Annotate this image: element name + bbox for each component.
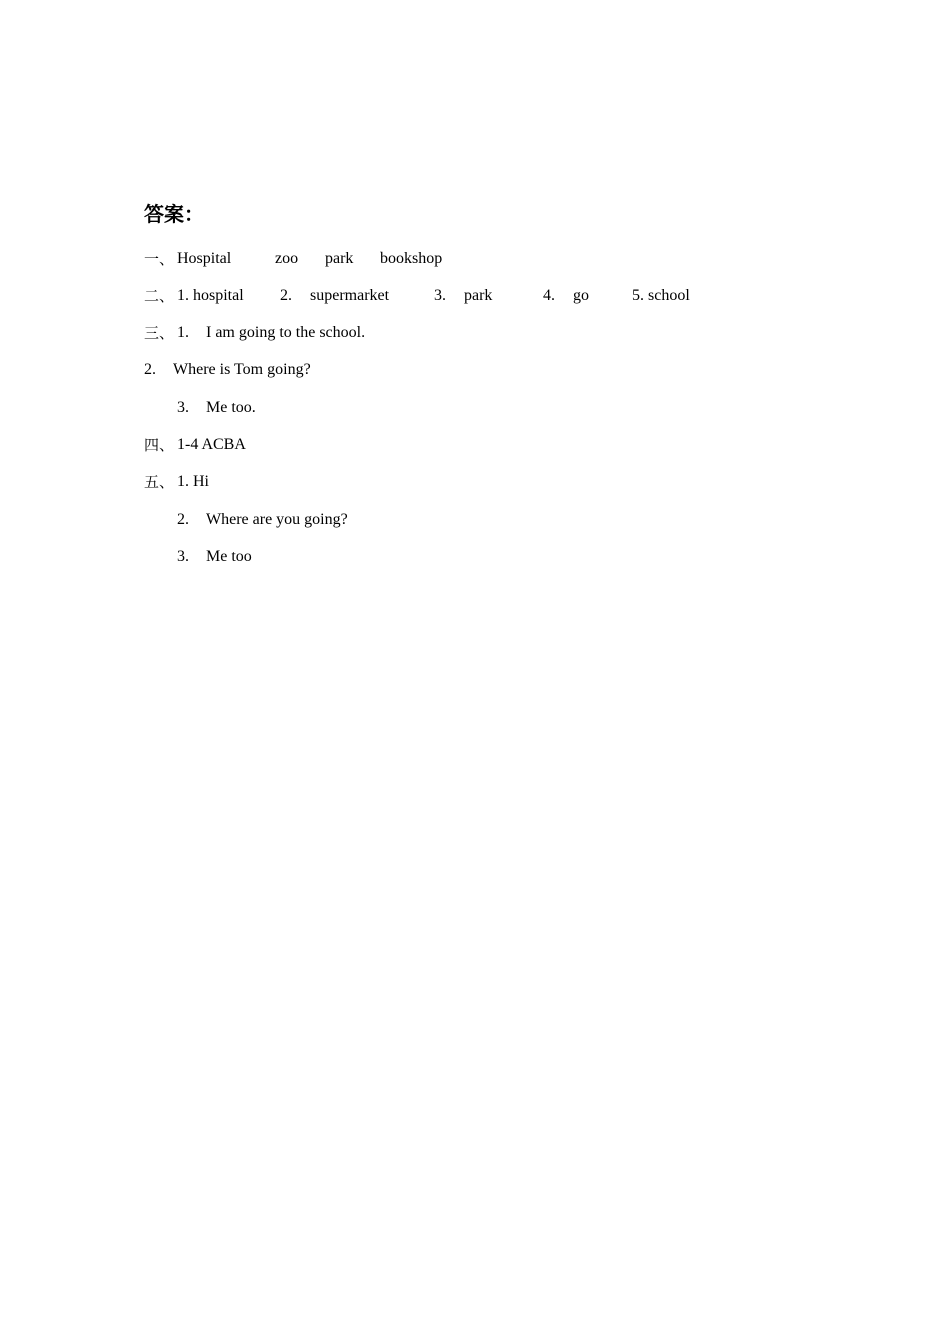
item-number: 2. (280, 287, 292, 304)
answer-item: Hospital (177, 250, 232, 267)
answer-item: 5. school (632, 287, 690, 304)
answer-line-section-2 (0, 285, 950, 307)
item-number: 3. (434, 287, 446, 304)
answer-line (0, 397, 950, 419)
item-number: 1. (177, 324, 189, 341)
answer-line (0, 359, 950, 381)
answer-line-section-5 (0, 471, 950, 493)
item-number: 3. (177, 399, 189, 416)
answer-text: Me too. (206, 399, 256, 416)
answer-item: park (325, 250, 354, 267)
answer-item: go (573, 287, 589, 304)
answer-text: Where are you going? (206, 511, 348, 528)
answer-line-section-3 (0, 322, 950, 344)
item-number: 2. (144, 361, 156, 378)
answer-text: 1. Hi (177, 473, 209, 490)
answer-text: Where is Tom going? (173, 361, 311, 378)
answer-item: bookshop (380, 250, 443, 267)
answer-text: I am going to the school. (206, 324, 366, 341)
answer-text: 1-4 ACBA (177, 436, 246, 453)
item-number: 2. (177, 511, 189, 528)
answer-line-section-1 (0, 248, 950, 270)
answer-item: supermarket (310, 287, 390, 304)
answer-item: zoo (275, 250, 299, 267)
item-number: 4. (543, 287, 555, 304)
answer-text: Me too (206, 548, 252, 565)
answer-item: 1. hospital (177, 287, 244, 304)
answer-title: 答案： (144, 202, 204, 226)
item-number: 3. (177, 548, 189, 565)
section-number: 一、 (144, 250, 175, 268)
answer-line (0, 546, 950, 568)
answer-line-section-4 (0, 434, 950, 456)
answer-item: park (464, 287, 493, 304)
section-number: 二、 (144, 287, 175, 305)
section-number: 三、 (144, 324, 175, 342)
section-number: 五、 (144, 473, 175, 491)
answer-line (0, 509, 950, 531)
section-number: 四、 (144, 436, 175, 454)
